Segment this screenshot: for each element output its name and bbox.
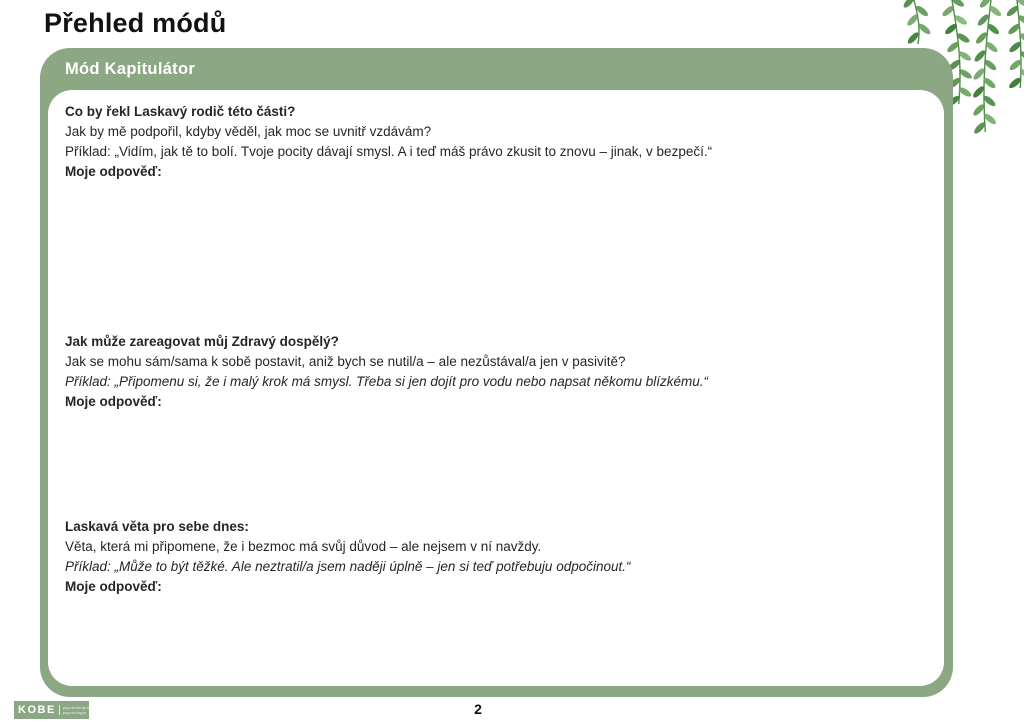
page-number: 2 [474,701,482,717]
answer-label: Moje odpověď: [65,579,162,594]
panel-header-label: Mód Kapitulátor [65,60,196,78]
question-label: Laskavá věta pro sebe dnes: [65,519,249,534]
worksheet-section-kind-parent [65,102,924,182]
answer-label: Moje odpověď: [65,164,162,179]
logo-text: KOBE [18,704,56,716]
example-text: Příklad: „Vidím, jak tě to bolí. Tvoje pocity dávají smysl. A i teď máš právo zkusit to znovu – jinak, v bezpečí.“ [65,144,713,159]
logo-subtext: psychoterapie psychologie [59,705,91,715]
example-text: Příklad: „Může to být těžké. Ale neztratil/a jsem naději úplně – jen si teď potřebuju odpočinout.“ [65,559,631,574]
kobe-logo [14,701,89,719]
answer-label: Moje odpověď: [65,394,162,409]
question-label: Co by řekl Laskavý rodič této části? [65,104,296,119]
mode-panel [40,48,953,697]
content-card [48,90,944,686]
description-text: Jak se mohu sám/sama k sobě postavit, aniž bych se nutil/a – ale nezůstával/a jen v pasivitě? [65,354,626,369]
example-text: Příklad: „Připomenu si, že i malý krok má smysl. Třeba si jen dojít pro vodu nebo napsat někomu blízkému.“ [65,374,709,389]
worksheet-section-kind-sentence [65,517,924,597]
page-title: Přehled módů [44,8,227,38]
worksheet-section-healthy-adult [65,332,924,412]
question-label: Jak může zareagovat můj Zdravý dospělý? [65,334,339,349]
description-text: Jak by mě podpořil, kdyby věděl, jak moc se uvnitř vzdávám? [65,124,432,139]
description-text: Věta, která mi připomene, že i bezmoc má svůj důvod – ale nejsem v ní navždy. [65,539,542,554]
